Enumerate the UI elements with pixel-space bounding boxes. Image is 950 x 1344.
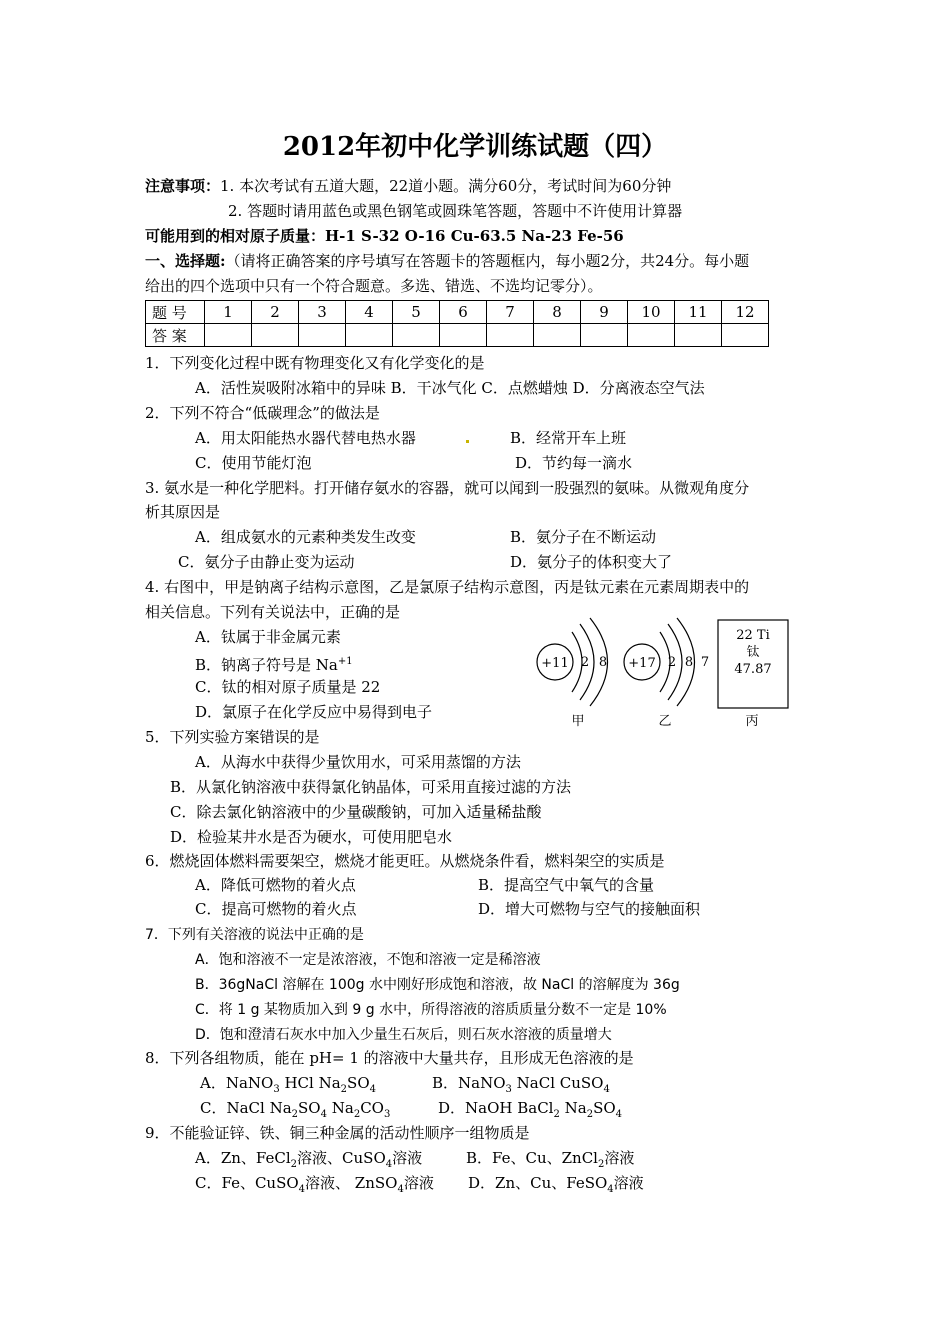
subscript: 4	[320, 1109, 327, 1120]
subscript: 4	[369, 1084, 376, 1095]
row-label-number: 题 号	[146, 301, 205, 324]
q8-stem: 8．下列各组物质，能在 pH= 1 的溶液中大量共存，且形成无色溶液的是	[145, 1049, 634, 1067]
charge-superscript: +1	[337, 656, 353, 667]
section-1-instructions: （请将正确答案的序号填写在答题卡的答题框内，每小题2分，共24分。每小题	[225, 252, 750, 270]
q6-option-a: A．降低可燃物的着火点	[195, 876, 356, 894]
q2-option-c: C．使用节能灯泡	[195, 454, 312, 472]
answer-cell[interactable]	[346, 324, 393, 347]
q1-options: A．活性炭吸附冰箱中的异味 B．干冰气化 C．点燃蜡烛 D．分离液态空气法	[195, 379, 705, 397]
q6-option-c: C．提高可燃物的着火点	[195, 900, 357, 918]
question-number-cell: 11	[675, 301, 722, 324]
q6-option-d: D．增大可燃物与空气的接触面积	[478, 900, 701, 918]
q8-d-text: D．NaOH BaCl	[438, 1099, 554, 1117]
q9-stem: 9．不能验证锌、铁、铜三种金属的活动性顺序一组物质是	[145, 1124, 530, 1142]
subscript: 4	[397, 1184, 404, 1195]
question-number-cell: 9	[581, 301, 628, 324]
answer-cell[interactable]	[487, 324, 534, 347]
q4-option-b-text: B．钠离子符号是 Na	[195, 656, 338, 674]
answer-cell[interactable]	[675, 324, 722, 347]
q8-option-d	[438, 1098, 622, 1125]
q4-option-d: D．氯原子在化学反应中易得到电子	[195, 703, 433, 721]
q9-c-text: 溶液	[403, 1174, 434, 1192]
answer-table	[145, 300, 769, 347]
section-1-instructions-2: 给出的四个选项中只有一个符合题意。多选、错选、不选均记零分）。	[145, 277, 603, 295]
question-number-cell: 7	[487, 301, 534, 324]
q9-c-text: C．Fe、CuSO	[195, 1174, 299, 1192]
answer-table-answer-row	[146, 324, 769, 347]
subscript: 2	[553, 1109, 560, 1120]
q8-c-text: CO	[360, 1099, 384, 1117]
answer-cell[interactable]	[252, 324, 299, 347]
atomic-masses: 可能用到的相对原子质量：H-1 S-32 O-16 Cu-63.5 Na-23 Fe-56	[145, 227, 624, 245]
q5-option-a: A．从海水中获得少量饮用水，可采用蒸馏的方法	[195, 753, 521, 771]
q9-a-text: 溶液	[392, 1149, 423, 1167]
q9-c-text: 溶液、 ZnSO	[305, 1174, 398, 1192]
q2-stem: 2．下列不符合“低碳理念”的做法是	[145, 404, 380, 422]
question-number-cell: 4	[346, 301, 393, 324]
subscript: 2	[291, 1109, 299, 1120]
q9-a-text: 溶液、CuSO	[297, 1149, 386, 1167]
question-number-cell: 1	[205, 301, 252, 324]
q4-option-b	[195, 652, 353, 675]
question-number-cell: 6	[440, 301, 487, 324]
q9-d-text: 溶液	[613, 1174, 644, 1192]
q1-stem: 1．下列变化过程中既有物理变化又有化学变化的是	[145, 354, 485, 372]
answer-table-number-row	[146, 301, 769, 324]
note-1: 1. 本次考试有五道大题，22道小题。满分60分，考试时间为60分钟	[220, 177, 672, 195]
subscript: 4	[603, 1084, 610, 1095]
q2-option-d: D．节约每一滴水	[515, 454, 633, 472]
q5-option-d: D．检验某井水是否为硬水，可使用肥皂水	[170, 828, 453, 846]
q7-option-a: A．饱和溶液不一定是浓溶液，不饱和溶液一定是稀溶液	[195, 952, 541, 968]
q4-stem-cont: 相关信息。下列有关说法中，正确的是	[145, 603, 401, 621]
q3-option-d: D．氨分子的体积变大了	[510, 553, 673, 571]
q4-option-a: A．钛属于非金属元素	[195, 628, 341, 646]
question-number-cell: 8	[534, 301, 581, 324]
q8-d-text: Na	[559, 1099, 587, 1117]
q7-option-d: D．饱和澄清石灰水中加入少量生石灰后，则石灰水溶液的质量增大	[195, 1027, 612, 1043]
answer-cell[interactable]	[205, 324, 252, 347]
q9-option-c	[195, 1173, 434, 1200]
q6-option-b: B．提高空气中氧气的含量	[478, 876, 655, 894]
chlorine-nucleus-charge: +17	[628, 656, 656, 671]
question-number-cell: 10	[628, 301, 675, 324]
subscript: 2	[586, 1109, 594, 1120]
q5-option-b: B．从氯化钠溶液中获得氯化钠晶体，可采用直接过滤的方法	[170, 778, 572, 796]
q8-c-text: Na	[326, 1099, 354, 1117]
q9-option-a	[195, 1148, 422, 1175]
q3-option-b: B．氨分子在不断运动	[510, 528, 657, 546]
q3-stem-cont: 析其原因是	[145, 503, 221, 521]
page-title: 2012年初中化学训练试题（四）	[282, 132, 668, 162]
q4-stem: 4. 右图中，甲是钠离子结构示意图，乙是氯原子结构示意图，丙是钛元素在元素周期表中的	[145, 578, 750, 596]
notes-label: 注意事项：	[145, 177, 221, 195]
q9-b-text: 溶液	[604, 1149, 635, 1167]
subscript: 3	[273, 1084, 280, 1095]
question-number-cell: 5	[393, 301, 440, 324]
titanium-name: 钛	[746, 645, 760, 660]
fig-caption-jia: 甲	[571, 714, 585, 729]
row-label-answer: 答 案	[146, 324, 205, 347]
subscript: 3	[383, 1109, 391, 1120]
q3-option-a: A．组成氨水的元素种类发生改变	[195, 528, 416, 546]
answer-cell[interactable]	[581, 324, 628, 347]
q9-option-b	[466, 1148, 634, 1175]
q5-stem: 5．下列实验方案错误的是	[145, 728, 320, 746]
question-number-cell: 12	[722, 301, 769, 324]
notes-line-1	[145, 176, 671, 196]
q2-option-a: A．用太阳能热水器代替电热水器	[195, 429, 416, 447]
q8-option-a	[200, 1073, 376, 1100]
answer-cell[interactable]	[440, 324, 487, 347]
q8-c-text: SO	[298, 1099, 321, 1117]
q6-stem: 6．燃烧固体燃料需要架空，燃烧才能更旺。从燃烧条件看，燃料架空的实质是	[145, 852, 665, 870]
q3-option-c: C．氨分子由静止变为运动	[178, 553, 355, 571]
q4-option-c: C．钛的相对原子质量是 22	[195, 678, 381, 696]
subscript: 2	[290, 1159, 298, 1170]
q8-b-text: B．NaNO	[432, 1074, 506, 1092]
q8-a-text: A．NaNO	[200, 1074, 274, 1092]
q9-b-text: B．Fe、Cu、ZnCl	[466, 1149, 598, 1167]
chlorine-shell-count: 7	[700, 655, 710, 670]
sodium-nucleus-charge: +11	[541, 656, 569, 671]
answer-cell[interactable]	[393, 324, 440, 347]
subscript: 4	[607, 1184, 614, 1195]
answer-cell[interactable]	[628, 324, 675, 347]
q8-option-c	[200, 1098, 390, 1125]
subscript: 2	[597, 1159, 605, 1170]
q7-option-b: B．36gNaCl 溶解在 100g 水中刚好形成饱和溶液，故 NaCl 的溶解度为 36g	[195, 977, 680, 993]
q8-d-text: SO	[593, 1099, 616, 1117]
answer-cell[interactable]	[534, 324, 581, 347]
q9-d-text: D．Zn、Cu、FeSO	[468, 1174, 608, 1192]
q3-stem: 3. 氨水是一种化学肥料。打开储存氨水的容器，就可以闻到一股强烈的氨味。从微观角度分	[145, 479, 750, 497]
answer-cell[interactable]	[722, 324, 769, 347]
subscript: 4	[385, 1159, 393, 1170]
q8-c-text: C．NaCl Na	[200, 1099, 292, 1117]
question-number-cell: 2	[252, 301, 299, 324]
question-number-cell: 3	[299, 301, 346, 324]
sodium-shell-count: 8	[598, 655, 608, 670]
subscript: 2	[353, 1109, 361, 1120]
q9-option-d	[468, 1173, 644, 1200]
fig-caption-bing: 丙	[745, 714, 759, 729]
atomic-structure-figure	[530, 612, 810, 737]
subscript: 4	[298, 1184, 306, 1195]
q8-b-text: NaCl CuSO	[511, 1074, 604, 1092]
section-1-label: 一、选择题:	[145, 252, 226, 270]
q7-stem: 7．下列有关溶液的说法中正确的是	[145, 927, 364, 943]
chlorine-shell-count: 8	[684, 655, 694, 670]
titanium-number-symbol: 22 Ti	[736, 628, 770, 643]
stray-mark	[466, 440, 469, 443]
q9-a-text: A．Zn、FeCl	[195, 1149, 291, 1167]
titanium-mass: 47.87	[734, 662, 772, 677]
q8-option-b	[432, 1073, 610, 1100]
q7-option-c: C．将 1 g 某物质加入到 9 g 水中，所得溶液的溶质质量分数不一定是 10%	[195, 1002, 667, 1018]
q2-option-b: B．经常开车上班	[510, 429, 627, 447]
q8-a-text: SO	[347, 1074, 370, 1092]
q5-option-c: C．除去氯化钠溶液中的少量碳酸钠，可加入适量稀盐酸	[170, 803, 542, 821]
subscript: 2	[340, 1084, 348, 1095]
subscript: 3	[505, 1084, 512, 1095]
chlorine-shell-count: 2	[667, 655, 677, 670]
fig-caption-yi: 乙	[658, 714, 672, 729]
sodium-shell-count: 2	[580, 655, 590, 670]
subscript: 4	[615, 1109, 623, 1120]
answer-cell[interactable]	[299, 324, 346, 347]
note-2: 2. 答题时请用蓝色或黑色钢笔或圆珠笔答题，答题中不许使用计算器	[228, 202, 683, 220]
q8-a-text: HCl Na	[279, 1074, 341, 1092]
section-1-header	[145, 251, 749, 271]
